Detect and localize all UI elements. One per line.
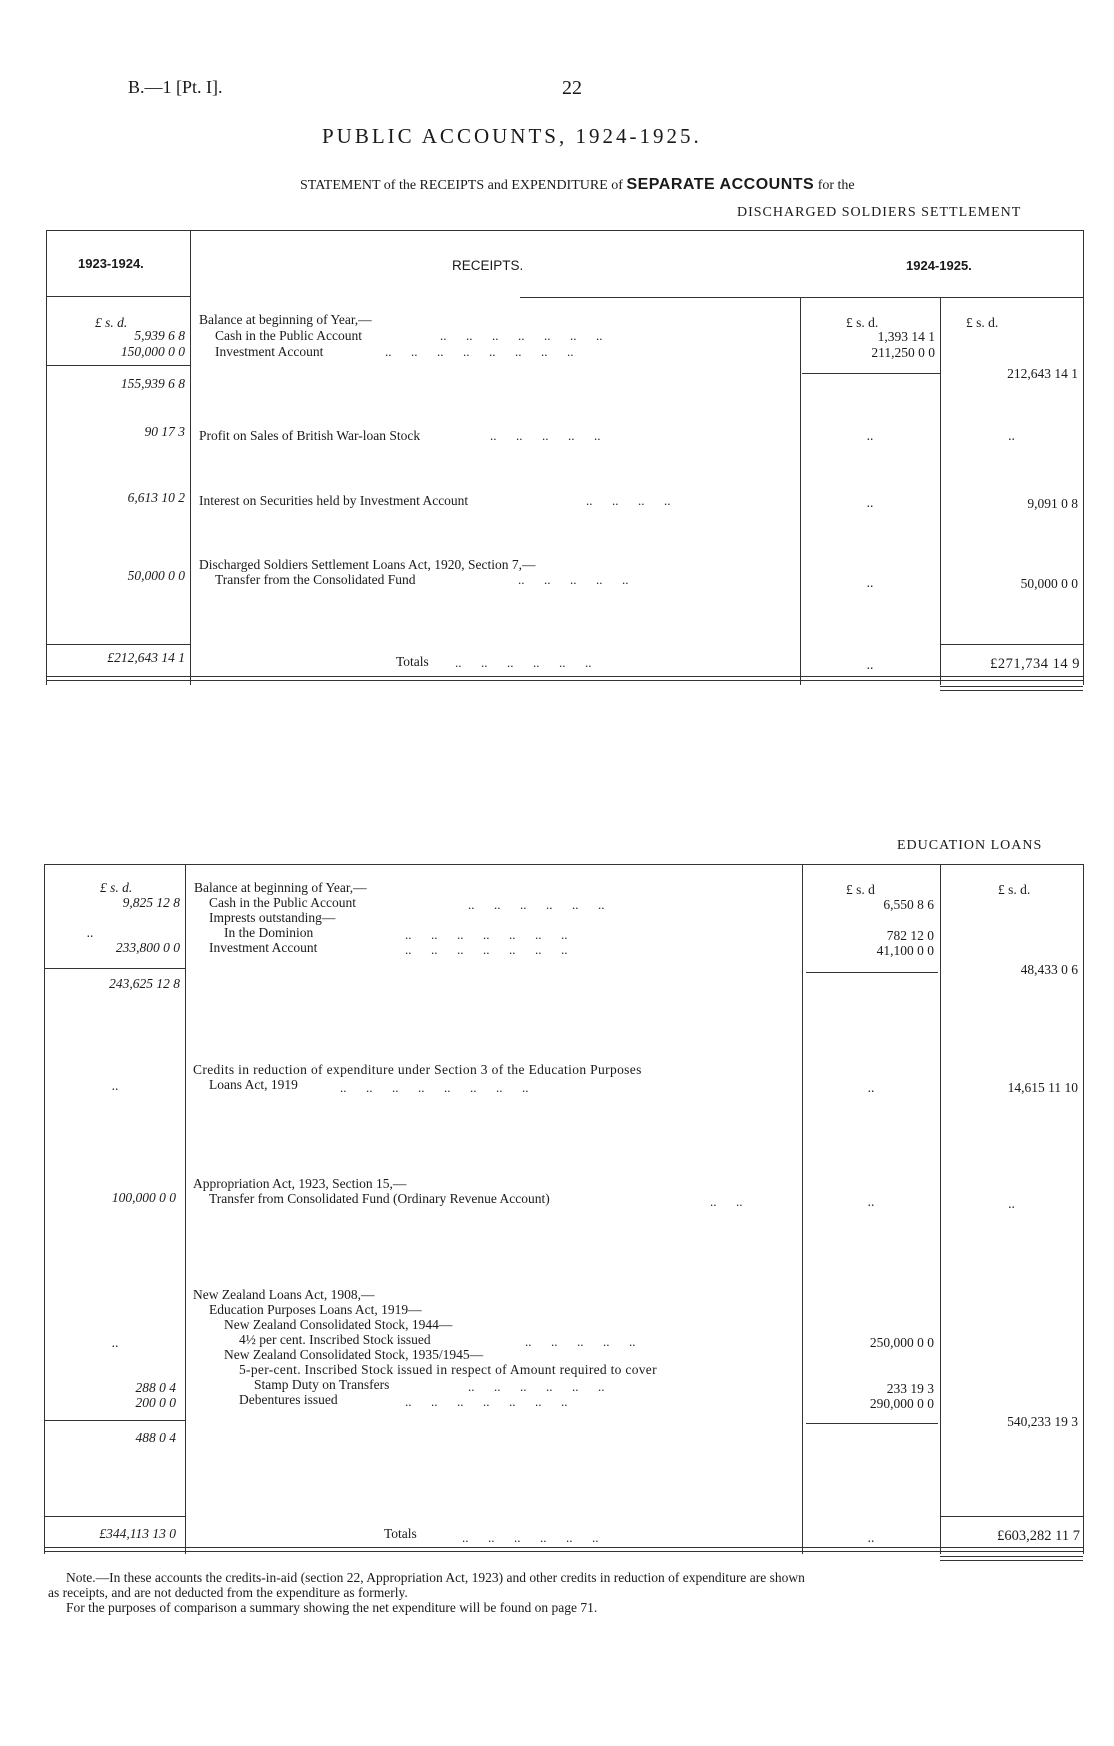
- lsd-units: £ s. d.: [998, 882, 1031, 897]
- cur-debentures-value: 290,000 0 0: [869, 1396, 934, 1411]
- cur-totals-nil: ..: [867, 1530, 875, 1545]
- prev-balance-subtotal: 155,939 6 8: [120, 376, 185, 391]
- col-header-1923: 1923-1924.: [78, 256, 144, 271]
- rule: [46, 230, 1084, 231]
- prev-grand-total: £212,643 14 1: [107, 650, 185, 665]
- rule: [44, 968, 185, 969]
- prev-loans-subtotal: 488 0 4: [135, 1430, 176, 1445]
- appropriation-label: Appropriation Act, 1923, Section 15,—: [193, 1176, 407, 1191]
- leader-dots: .. .. .. .. .. ..: [468, 1379, 605, 1394]
- cur-cash-value: 1,393 14 1: [877, 329, 935, 344]
- leader-dots: .. .. .. .. .. ..: [462, 1530, 599, 1545]
- cash-label: Cash in the Public Account: [209, 895, 356, 910]
- leader-dots: .. ..: [710, 1194, 743, 1209]
- cur-grand-total: £603,282 11 7: [997, 1528, 1080, 1544]
- leader-dots: .. .. .. .. .. .. ..: [405, 942, 568, 957]
- leader-dots: .. .. .. .. .. ..: [468, 897, 605, 912]
- col-header-receipts: RECEIPTS.: [452, 258, 524, 273]
- rule: [1083, 230, 1084, 685]
- prev-appropriation-value: 100,000 0 0: [111, 1190, 176, 1205]
- statement-suffix: for the: [817, 178, 855, 193]
- lsd-units: £ s. d: [846, 882, 875, 897]
- inscribed-stock-4-5-label: 4½ per cent. Inscribed Stock issued: [239, 1332, 431, 1347]
- credits-label-line2: Loans Act, 1919: [209, 1077, 298, 1092]
- rule: [44, 1547, 1084, 1548]
- transfer-label: Transfer from the Consolidated Fund: [215, 572, 416, 587]
- rule: [46, 230, 47, 685]
- dssl-act-label: Discharged Soldiers Settlement Loans Act, 1920, Section 7,—: [199, 557, 536, 572]
- prev-balance-subtotal: 243,625 12 8: [109, 976, 180, 991]
- rule: [46, 644, 190, 645]
- rule: [940, 1556, 1083, 1557]
- five-pct-stock-label: 5-per-cent. Inscribed Stock issued in respect of Amount required to cover: [239, 1362, 657, 1377]
- interest-label: Interest on Securities held by Investment Account: [199, 493, 469, 508]
- section1-title: DISCHARGED SOLDIERS SETTLEMENT: [737, 205, 1022, 220]
- lsd-units: £ s. d.: [846, 315, 879, 330]
- rule: [940, 1516, 1083, 1517]
- cur-credits-total: 14,615 11 10: [1007, 1080, 1078, 1095]
- balance-heading: Balance at beginning of Year,—: [194, 880, 367, 895]
- page-title: PUBLIC ACCOUNTS, 1924-1925.: [322, 124, 702, 148]
- page-reference: B.—1 [Pt. I].: [128, 77, 223, 97]
- cur-totals-nil: ..: [866, 657, 874, 672]
- investment-label: Investment Account: [209, 940, 318, 955]
- rule: [44, 1420, 185, 1421]
- prev-stock-nil: ..: [111, 1335, 119, 1350]
- statement-prefix: STATEMENT of the RECEIPTS and EXPENDITURE of: [300, 178, 623, 193]
- rule: [44, 1551, 1084, 1552]
- note-line-2: as receipts, and are not deducted from the expenditure as formerly.: [48, 1585, 408, 1600]
- rule: [940, 298, 941, 685]
- cur-profit-total-nil: ..: [1008, 428, 1015, 443]
- rule: [190, 230, 191, 685]
- consolidated-stock-1935-label: New Zealand Consolidated Stock, 1935/1945—: [224, 1347, 484, 1362]
- prev-credits-nil: ..: [111, 1078, 119, 1093]
- prev-transfer-value: 50,000 0 0: [127, 568, 185, 583]
- rule: [46, 365, 190, 366]
- dominion-label: In the Dominion: [224, 925, 314, 940]
- cur-investment-value: 211,250 0 0: [871, 345, 935, 360]
- rule: [940, 686, 1083, 687]
- cur-interest-total: 9,091 0 8: [1027, 496, 1078, 511]
- lsd-units: £ s. d.: [100, 880, 133, 895]
- totals-label: Totals: [396, 654, 429, 669]
- prev-interest-value: 6,613 10 2: [127, 490, 185, 505]
- cur-transfer-nil: ..: [866, 575, 874, 590]
- profit-label: Profit on Sales of British War-loan Stock: [199, 428, 421, 443]
- page-number: 22: [562, 77, 582, 99]
- prev-debentures-value: 200 0 0: [135, 1395, 176, 1410]
- cur-profit-nil: ..: [866, 428, 874, 443]
- rule: [185, 864, 186, 1554]
- prev-cash-value: 5,939 6 8: [134, 328, 185, 343]
- leader-dots: .. .. .. .. .. .. ..: [405, 927, 568, 942]
- consolidated-stock-1944-label: New Zealand Consolidated Stock, 1944—: [224, 1317, 453, 1332]
- nz-loans-act-label: New Zealand Loans Act, 1908,—: [193, 1287, 375, 1302]
- rule: [940, 690, 1083, 691]
- leader-dots: .. .. .. .. .. ..: [455, 655, 592, 670]
- note-line-3: For the purposes of comparison a summary showing the net expenditure will be found on page 71.: [66, 1600, 598, 1615]
- rule: [520, 297, 1083, 298]
- leader-dots: .. .. .. .. ..: [525, 1334, 636, 1349]
- prev-dominion-nil: ..: [86, 925, 94, 940]
- prev-grand-total: £344,113 13 0: [99, 1526, 176, 1541]
- cur-dominion-value: 782 12 0: [886, 928, 934, 943]
- rule: [46, 680, 1084, 681]
- section2-title: EDUCATION LOANS: [897, 838, 1043, 853]
- debentures-label: Debentures issued: [239, 1392, 338, 1407]
- statement-bold: SEPARATE ACCOUNTS: [626, 176, 815, 193]
- rule: [802, 373, 940, 374]
- education-purposes-act-label: Education Purposes Loans Act, 1919—: [209, 1302, 422, 1317]
- cur-loans-total: 540,233 19 3: [1007, 1414, 1078, 1429]
- cur-appropriation-nil: ..: [867, 1194, 875, 1209]
- balance-heading: Balance at beginning of Year,—: [199, 312, 372, 327]
- lsd-units: £ s. d.: [966, 315, 999, 330]
- appropriation-transfer-label: Transfer from Consolidated Fund (Ordinary Revenue Account): [209, 1191, 550, 1206]
- rule: [806, 972, 938, 973]
- investment-label: Investment Account: [215, 344, 324, 359]
- cur-cash-value: 6,550 8 6: [883, 897, 934, 912]
- leader-dots: .. .. .. .. ..: [518, 572, 629, 587]
- prev-cash-value: 9,825 12 8: [122, 895, 180, 910]
- lsd-units: £ s. d.: [95, 315, 128, 330]
- rule: [46, 676, 1084, 677]
- prev-profit-value: 90 17 3: [144, 424, 185, 439]
- leader-dots: .. .. .. ..: [586, 493, 671, 508]
- rule: [940, 1560, 1083, 1561]
- leader-dots: .. .. .. .. .. .. ..: [440, 328, 603, 343]
- credits-label-line1: Credits in reduction of expenditure under Section 3 of the Education Purposes: [193, 1062, 642, 1077]
- imprests-label: Imprests outstanding—: [209, 910, 336, 925]
- leader-dots: .. .. .. .. .. .. .. ..: [340, 1080, 529, 1095]
- rule: [940, 644, 1083, 645]
- stamp-duty-label: Stamp Duty on Transfers: [254, 1377, 390, 1392]
- col-header-1924: 1924-1925.: [906, 258, 972, 273]
- prev-investment-value: 233,800 0 0: [115, 940, 180, 955]
- prev-stamp-value: 288 0 4: [135, 1380, 176, 1395]
- statement-heading: [300, 176, 855, 194]
- leader-dots: .. .. .. .. ..: [490, 428, 601, 443]
- cur-credits-nil: ..: [867, 1080, 875, 1095]
- cur-balance-total: 212,643 14 1: [1007, 366, 1078, 381]
- cur-stock-value: 250,000 0 0: [869, 1335, 934, 1350]
- cur-transfer-total: 50,000 0 0: [1020, 576, 1078, 591]
- rule: [44, 1516, 185, 1517]
- cur-grand-total: £271,734 14 9: [990, 656, 1080, 672]
- rule: [44, 864, 1084, 865]
- cash-label: Cash in the Public Account: [215, 328, 362, 343]
- note-line-1: Note.—In these accounts the credits-in-aid (section 22, Appropriation Act, 1923) and other credits in reduction of expenditure are shown: [66, 1570, 805, 1585]
- prev-investment-value: 150,000 0 0: [120, 344, 185, 359]
- cur-appropriation-total-nil: ..: [1008, 1196, 1015, 1211]
- leader-dots: .. .. .. .. .. .. .. ..: [385, 344, 574, 359]
- leader-dots: .. .. .. .. .. .. ..: [405, 1394, 568, 1409]
- cur-stamp-value: 233 19 3: [886, 1381, 934, 1396]
- totals-label: Totals: [384, 1526, 417, 1541]
- rule: [1083, 864, 1084, 1554]
- cur-investment-value: 41,100 0 0: [876, 943, 934, 958]
- cur-interest-nil: ..: [866, 495, 874, 510]
- cur-balance-total: 48,433 0 6: [1020, 962, 1078, 977]
- rule: [46, 296, 190, 297]
- rule: [806, 1423, 938, 1424]
